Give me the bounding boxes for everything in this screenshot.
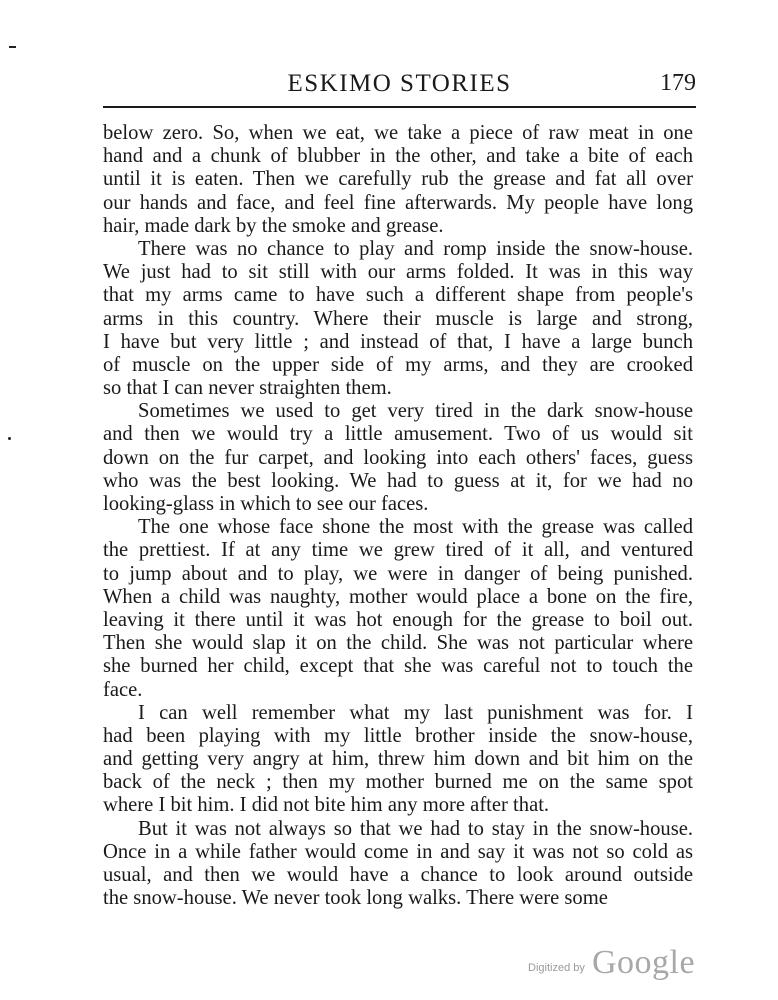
- text-line: of muscle on the upper side of my arms, and they are crooked: [103, 353, 693, 376]
- text-line: down on the fur carpet, and looking into each others' faces, guess: [103, 446, 693, 469]
- text-line: face.: [103, 678, 143, 701]
- digitized-by-label: Digitized by: [528, 962, 585, 974]
- text-line: hand and a chunk of blubber in the other, and take a bite of each: [103, 145, 693, 168]
- text-line: had been playing with my little brother inside the snow-house,: [103, 724, 693, 747]
- text-line: Then she would slap it on the child. She was not particular where: [103, 632, 693, 655]
- text-line: back of the neck ; then my mother burned me on the same spot: [103, 771, 693, 794]
- text-line: usual, and then we would have a chance to look around outside: [103, 864, 693, 886]
- page-number: 179: [660, 70, 696, 96]
- margin-dot-mark: [8, 437, 11, 440]
- running-head-title: ESKIMO STORIES: [287, 70, 512, 97]
- text-line: our hands and face, and feel fine afterwards. My people have long: [103, 191, 693, 214]
- header-rule: [103, 106, 696, 108]
- text-line: When a child was naughty, mother would place a bone on the fire,: [103, 585, 693, 608]
- paragraph: [103, 400, 693, 516]
- text-line: arms in this country. Where their muscle is large and strong,: [103, 307, 693, 330]
- text-line: she burned her child, except that she was careful not to touch the: [103, 655, 693, 678]
- text-line: We just had to sit still with our arms folded. It was in this way: [103, 261, 693, 284]
- text-line: But it was not always so that we had to stay in the snow-house.: [138, 817, 693, 840]
- text-line: I can well remember what my last punishment was for. I: [138, 701, 693, 724]
- text-line: so that I can never straighten them.: [103, 377, 392, 400]
- text-line: Sometimes we used to get very tired in the dark snow-house: [138, 400, 693, 423]
- running-head: [103, 64, 696, 104]
- text-line: Once in a while father would come in and say it was not so cold as: [103, 840, 693, 863]
- text-line: looking-glass in which to see our faces.: [103, 493, 429, 515]
- text-line: I have but very little ; and instead of that, I have a large bunch: [103, 330, 693, 353]
- text-line: the prettiest. If at any time we grew tired of it all, and ventured: [103, 539, 693, 562]
- google-logo: Google: [592, 944, 696, 981]
- text-line: and then we would try a little amusement. Two of us would sit: [103, 423, 693, 446]
- text-line: leaving it there until it was hot enough for the grease to boil out.: [103, 608, 693, 631]
- digitization-watermark: [528, 944, 698, 984]
- paragraph: [103, 122, 693, 238]
- text-line: There was no chance to play and romp inside the snow-house.: [138, 237, 693, 260]
- text-line: to jump about and to play, we were in danger of being punished.: [103, 562, 693, 585]
- text-line: until it is eaten. Then we carefully rub the grease and fat all over: [103, 168, 693, 191]
- text-line: where I bit him. I did not bite him any more after that.: [103, 794, 550, 817]
- text-line: that my arms came to have such a different shape from people's: [103, 284, 693, 307]
- paragraph: [103, 516, 693, 702]
- paragraph: [103, 238, 693, 400]
- paragraph: [103, 702, 693, 818]
- body-text: [103, 122, 693, 910]
- text-line: the snow-house. We never took long walks. There were some: [103, 887, 608, 910]
- text-line: below zero. So, when we eat, we take a piece of raw meat in one: [103, 122, 693, 144]
- text-line: hair, made dark by the smoke and grease.: [103, 214, 444, 237]
- text-line: The one whose face shone the most with the grease was called: [138, 516, 693, 539]
- paragraph: [103, 818, 693, 911]
- text-line: and getting very angry at him, threw him down and bit him on the: [103, 748, 693, 771]
- text-line: who was the best looking. We had to guess at it, for we had no: [103, 469, 693, 492]
- margin-dash-mark: [9, 46, 16, 48]
